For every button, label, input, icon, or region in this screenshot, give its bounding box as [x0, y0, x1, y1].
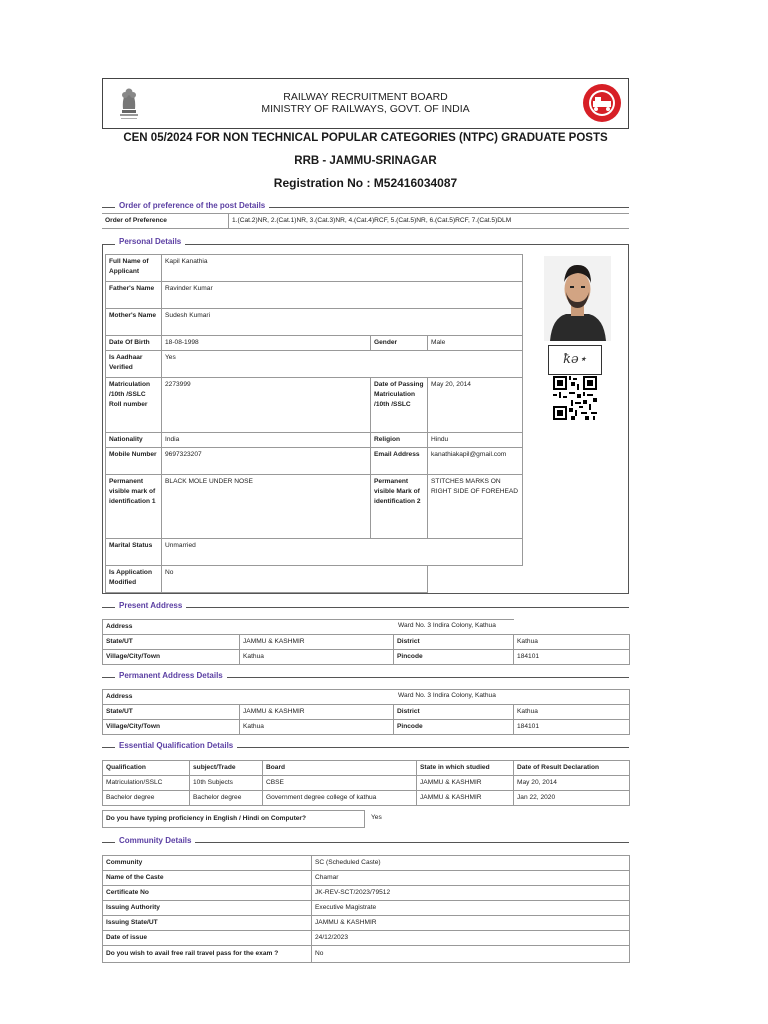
district-label: District [394, 635, 514, 650]
district-value: Kathua [514, 705, 630, 720]
typing-value: Yes [371, 813, 382, 821]
religion-label: Religion [371, 433, 428, 448]
aadhaar-value: Yes [162, 351, 523, 378]
rail-pass-value: No [312, 946, 630, 963]
mother-name-label: Mother's Name [106, 309, 162, 336]
mobile-label: Mobile Number [106, 448, 162, 475]
issuing-state-label: Issuing State/UT [103, 916, 312, 931]
district-value: Kathua [514, 635, 630, 650]
issuing-state-value: JAMMU & KASHMIR [312, 916, 630, 931]
state-value: JAMMU & KASHMIR [240, 635, 394, 650]
column-header: subject/Trade [190, 761, 263, 776]
father-name-label: Father's Name [106, 282, 162, 309]
table-cell: Government degree college of kathua [263, 791, 417, 806]
table-cell: JAMMU & KASHMIR [417, 776, 514, 791]
applicant-signature: ꝁǝ⋆ [548, 345, 602, 375]
father-name-value: Ravinder Kumar [162, 282, 523, 309]
preference-section [102, 198, 629, 232]
state-label: State/UT [103, 635, 240, 650]
nationality-value: India [162, 433, 371, 448]
pincode-label: Pincode [394, 720, 514, 735]
preference-value: 1.(Cat.2)NR, 2.(Cat.1)NR, 3.(Cat.3)NR, 4.(Cat.4)RCF, 5.(Cat.5)NR, 6.(Cat.5)RCF, 7.(Cat.5)DLM [229, 214, 630, 229]
marital-label: Marital Status [106, 539, 162, 566]
table-cell: Jan 22, 2020 [514, 791, 630, 806]
table-row [103, 856, 630, 871]
qr-code-icon [553, 376, 597, 420]
typing-label: Do you have typing proficiency in English / Hindi on Computer? [103, 811, 365, 828]
document-header [102, 78, 629, 129]
mark1-value: BLACK MOLE UNDER NOSE [162, 475, 371, 539]
table-row [103, 871, 630, 886]
community-label: Community [103, 856, 312, 871]
table-cell: Matriculation/SSLC [103, 776, 190, 791]
nationality-label: Nationality [106, 433, 162, 448]
district-label: District [394, 705, 514, 720]
preference-label: Order of Preference [102, 214, 229, 229]
village-value: Kathua [240, 720, 394, 735]
matric-roll-label: Matriculation /10th /SSLC Roll number [106, 378, 162, 433]
table-cell: May 20, 2014 [514, 776, 630, 791]
address-label: Address [103, 690, 630, 705]
table-row [103, 931, 630, 946]
present-address-table [102, 619, 630, 665]
table-row [103, 791, 630, 806]
personal-table [105, 254, 523, 593]
section-title: Community Details [115, 836, 195, 845]
rrb-name: RRB - JAMMU-SRINAGAR [294, 155, 437, 167]
community-section [102, 835, 629, 959]
table-row [103, 886, 630, 901]
address-label: Address [103, 620, 514, 635]
column-header: Qualification [103, 761, 190, 776]
table-row [103, 916, 630, 931]
qualification-table [102, 760, 630, 806]
column-header: State in which studied [417, 761, 514, 776]
religion-value: Hindu [428, 433, 523, 448]
dob-label: Date Of Birth [106, 336, 162, 351]
mark2-value: STITCHES MARKS ON RIGHT SIDE OF FOREHEAD [428, 475, 523, 539]
table-cell: Bachelor degree [103, 791, 190, 806]
section-title: Essential Qualification Details [115, 741, 237, 750]
qualification-section [102, 740, 629, 830]
personal-details-section [102, 236, 629, 594]
email-value: kanathiakapil@gmail.com [428, 448, 523, 475]
address-value: Ward No. 3 Indira Colony, Kathua [398, 692, 496, 699]
ministry-name: MINISTRY OF RAILWAYS, GOVT. OF INDIA [261, 103, 470, 115]
address-value: Ward No. 3 Indira Colony, Kathua [398, 622, 496, 629]
mark2-label: Permanent visible Mark of identification 2 [371, 475, 428, 539]
permanent-address-section [102, 670, 629, 734]
community-table [102, 855, 630, 963]
present-address-section [102, 600, 629, 664]
column-header: Date of Result Declaration [514, 761, 630, 776]
section-title: Order of preference of the post Details [115, 201, 269, 210]
mobile-value: 9697323207 [162, 448, 371, 475]
certificate-value: JK-REV-SCT/2023/79512 [312, 886, 630, 901]
table-cell: 10th Subjects [190, 776, 263, 791]
pincode-label: Pincode [394, 650, 514, 665]
issue-date-value: 24/12/2023 [312, 931, 630, 946]
section-title: Present Address [115, 601, 186, 610]
authority-value: Executive Magistrate [312, 901, 630, 916]
application-document [102, 78, 629, 190]
table-cell: JAMMU & KASHMIR [417, 791, 514, 806]
modified-value: No [162, 566, 428, 593]
passing-date-label: Date of Passing Matriculation /10th /SSLC [371, 378, 428, 433]
community-value: SC (Scheduled Caste) [312, 856, 630, 871]
board-name: RAILWAY RECRUITMENT BOARD [283, 91, 448, 103]
village-value: Kathua [240, 650, 394, 665]
certificate-label: Certificate No [103, 886, 312, 901]
mother-name-value: Sudesh Kumari [162, 309, 523, 336]
dob-value: 18-08-1998 [162, 336, 371, 351]
state-value: JAMMU & KASHMIR [240, 705, 394, 720]
village-label: Village/City/Town [103, 720, 240, 735]
village-label: Village/City/Town [103, 650, 240, 665]
permanent-address-table [102, 689, 630, 735]
table-row [103, 946, 630, 963]
preference-table [102, 213, 629, 229]
gender-value: Male [428, 336, 523, 351]
caste-label: Name of the Caste [103, 871, 312, 886]
indian-railways-logo-icon [582, 83, 622, 123]
aadhaar-label: Is Aadhaar Verified [106, 351, 162, 378]
table-cell: CBSE [263, 776, 417, 791]
section-title: Personal Details [115, 237, 185, 246]
table-row [103, 776, 630, 791]
email-label: Email Address [371, 448, 428, 475]
full-name-label: Full Name of Applicant [106, 255, 162, 282]
pincode-value: 184101 [514, 720, 630, 735]
pincode-value: 184101 [514, 650, 630, 665]
full-name-value: Kapil Kanathia [162, 255, 523, 282]
matric-roll-value: 2273999 [162, 378, 371, 433]
qualification-header-row [103, 761, 630, 776]
section-title: Permanent Address Details [115, 671, 227, 680]
marital-value: Unmarried [162, 539, 523, 566]
authority-label: Issuing Authority [103, 901, 312, 916]
table-cell: Bachelor degree [190, 791, 263, 806]
typing-table [102, 810, 630, 828]
issue-date-label: Date of issue [103, 931, 312, 946]
state-label: State/UT [103, 705, 240, 720]
notice-title: CEN 05/2024 FOR NON TECHNICAL POPULAR CATEGORIES (NTPC) GRADUATE POSTS [123, 132, 608, 144]
passing-date-value: May 20, 2014 [428, 378, 523, 433]
caste-value: Chamar [312, 871, 630, 886]
applicant-photo [544, 256, 611, 341]
modified-label: Is Application Modified [106, 566, 162, 593]
registration-number: Registration No : M52416034087 [273, 176, 458, 190]
rail-pass-label: Do you wish to avail free rail travel pass for the exam ? [103, 946, 312, 963]
gender-label: Gender [371, 336, 428, 351]
mark1-label: Permanent visible mark of identification 1 [106, 475, 162, 539]
table-row [103, 901, 630, 916]
column-header: Board [263, 761, 417, 776]
